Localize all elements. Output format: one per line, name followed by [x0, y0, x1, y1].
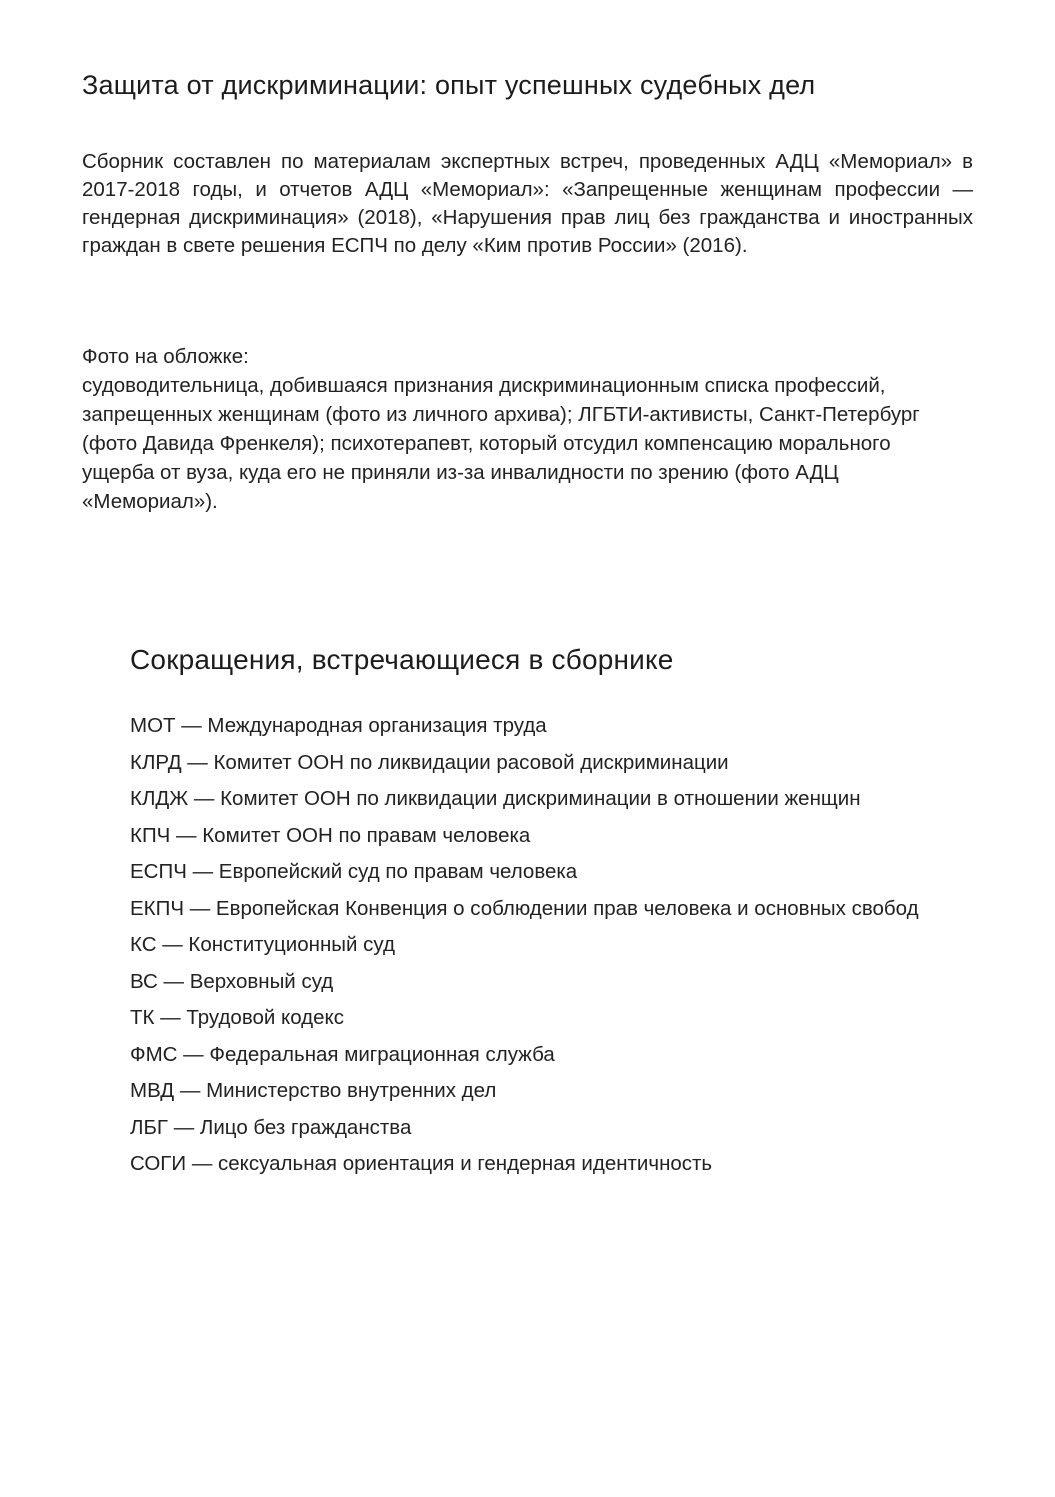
intro-paragraph: Сборник составлен по материалам экспертных встреч, проведенных АДЦ «Мемориал» в 2017-2018 годы, и отчетов АДЦ «Мемориал»: «Запрещенные женщинам профессии — гендерная дискриминация» (2018), «Нарушения прав лиц без гражданства и иностранных граждан в свете решения ЕСПЧ по делу «Ким против России» (2016).: [82, 150, 973, 257]
abbreviations-heading: Сокращения, встречающиеся в сборнике: [130, 644, 674, 675]
abbreviation-item: ВС — Верховный суд: [130, 969, 334, 993]
cover-photo-text: судоводительница, добившаяся признания дискриминационным списка профессий, запрещенных женщинам (фото из личного архива); ЛГБТИ-активисты, Санкт-Петербург (фото Давида Френкеля); психотерапевт, который отсудил компенсацию морального ущерба от вуза, куда его не приняли из-за инвалидности по зрению (фото АДЦ «Мемориал»).: [82, 374, 920, 513]
abbreviation-item: ФМС — Федеральная миграционная служба: [130, 1042, 555, 1066]
abbreviation-item: СОГИ — сексуальная ориентация и гендерная идентичность: [130, 1152, 713, 1175]
cover-photo-note: [82, 342, 962, 516]
abbreviation-item: КЛДЖ — Комитет ООН по ликвидации дискриминации в отношении женщин: [130, 787, 861, 810]
abbreviation-item: МВД — Министерство внутренних дел: [130, 1079, 497, 1102]
abbreviation-item: ТК — Трудовой кодекс: [130, 1006, 344, 1029]
cover-photo-label: Фото на обложке:: [82, 345, 249, 368]
page-title: Защита от дискриминации: опыт успешных судебных дел: [82, 70, 816, 100]
abbreviations-list: [130, 708, 973, 1183]
abbreviation-item: КС — Конституционный суд: [130, 933, 395, 956]
abbreviation-item: КПЧ — Комитет ООН по правам человека: [130, 823, 531, 847]
abbreviation-item: МОТ — Международная организация труда: [130, 714, 547, 737]
abbreviation-item: КЛРД — Комитет ООН по ликвидации расовой дискриминации: [130, 750, 729, 774]
abbreviations-section: [130, 644, 973, 1183]
abbreviation-item: ЕСПЧ — Европейский суд по правам человека: [130, 860, 578, 883]
abbreviation-item: ЛБГ — Лицо без гражданства: [130, 1115, 412, 1139]
abbreviation-item: ЕКПЧ — Европейская Конвенция о соблюдении прав человека и основных свобод: [130, 896, 919, 920]
